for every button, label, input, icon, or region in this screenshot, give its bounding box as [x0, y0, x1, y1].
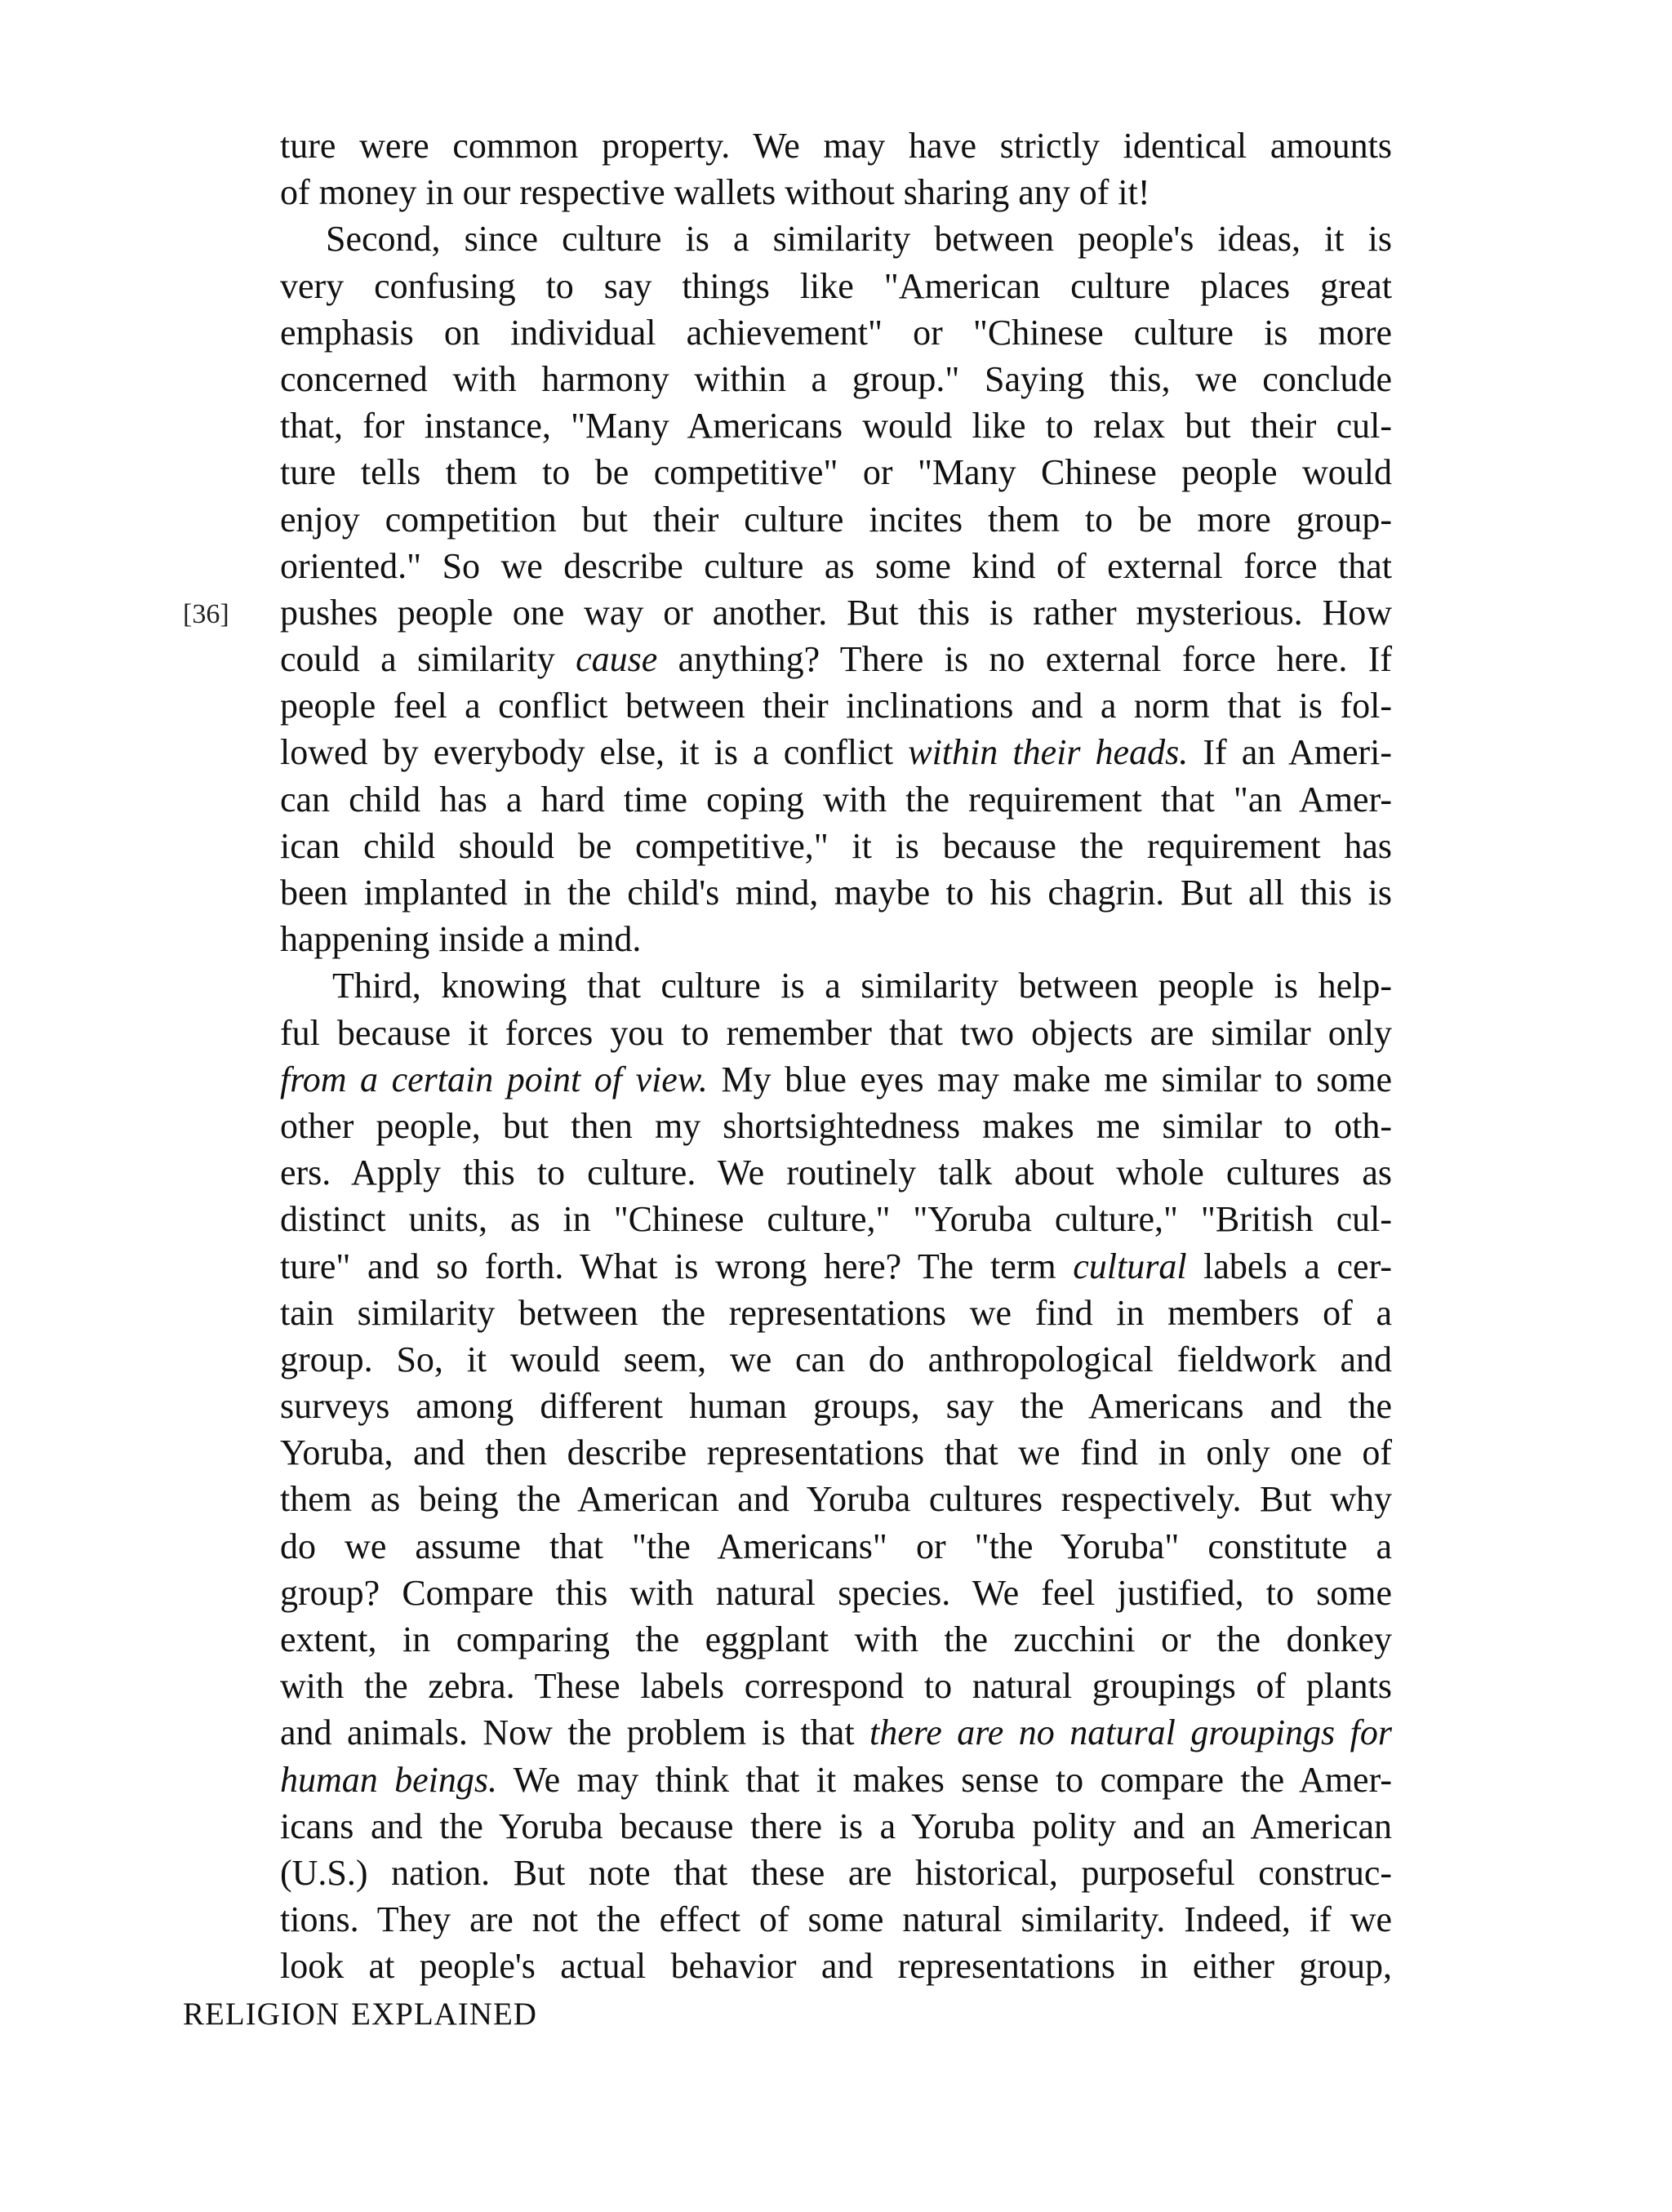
text-line: people feel a conflict between their inclinations and a norm that is fol-: [280, 686, 1392, 726]
text-line: ture tells them to be competitive" or "Many Chinese people would: [280, 452, 1392, 493]
text-line: [280, 636, 1392, 682]
text-line: ers. Apply this to culture. We routinely talk about whole cultures as: [280, 1153, 1392, 1193]
text-line: Third, knowing that culture is a similarity between people is help-: [332, 966, 1392, 1006]
text-line: concerned with harmony within a group." Saying this, we conclude: [280, 358, 1392, 399]
text-line: [280, 1709, 1392, 1756]
text-line: ture were common property. We may have strictly identical amounts: [280, 126, 1392, 166]
text-line: [280, 729, 1392, 775]
text-line: pushes people one way or another. But this is rather mysterious. How: [280, 592, 1392, 633]
text-line: been implanted in the child's mind, maybe to his chagrin. But all this is: [280, 873, 1392, 913]
italic-span: there are no natural groupings for: [869, 1712, 1392, 1753]
text-span: lowed by everybody else, it is a conflict: [280, 732, 909, 773]
text-line: do we assume that "the Americans" or "the Yoruba" constitute a: [280, 1526, 1392, 1566]
footer-title-word1: RELIGION: [183, 1997, 340, 2032]
body-text: [280, 122, 1392, 1990]
page-number-marker: [36]: [183, 599, 229, 629]
text-line: [280, 1056, 1392, 1103]
text-line: oriented." So we describe culture as some kind of external force that: [280, 545, 1392, 586]
text-span: If an Ameri-: [1188, 732, 1393, 773]
text-line: very confusing to say things like "American culture places great: [280, 265, 1392, 306]
text-line: [280, 1757, 1392, 1803]
text-line: with the zebra. These labels correspond to natural groupings of plants: [280, 1666, 1392, 1707]
running-footer: [183, 1996, 537, 2032]
text-line: tions. They are not the effect of some natural similarity. Indeed, if we: [280, 1899, 1392, 1940]
text-span: could a similarity: [280, 639, 576, 680]
text-line: ican child should be competitive," it is because the requirement has: [280, 825, 1392, 866]
text-line: Second, since culture is a similarity between people's ideas, it is: [326, 219, 1392, 260]
text-line: icans and the Yoruba because there is a Yoruba polity and an American: [280, 1806, 1392, 1846]
italic-span: within their heads.: [908, 732, 1189, 773]
text-line: extent, in comparing the eggplant with the zucchini or the donkey: [280, 1619, 1392, 1659]
text-line: tain similarity between the representations we find in members of a: [280, 1292, 1392, 1333]
text-line: look at people's actual behavior and representations in either group,: [280, 1946, 1392, 1987]
text-line: emphasis on individual achievement" or "Chinese culture is more: [280, 312, 1392, 353]
text-line: Yoruba, and then describe representations that we find in only one of: [280, 1432, 1392, 1473]
text-line: (U.S.) nation. But note that these are historical, purposeful construc-: [280, 1852, 1392, 1893]
text-line: of money in our respective wallets without sharing any of it!: [280, 172, 1150, 213]
text-span: and animals. Now the problem is that: [280, 1712, 870, 1753]
text-line: them as being the American and Yoruba cultures respectively. But why: [280, 1479, 1392, 1520]
text-line: [280, 1243, 1392, 1290]
footer-title-word2: EXPLAINED: [351, 1997, 537, 2032]
italic-span: cause: [576, 639, 658, 680]
italic-span: cultural: [1073, 1246, 1187, 1286]
italic-span: from a certain point of view.: [280, 1059, 708, 1099]
text-span: My blue eyes may make me similar to some: [707, 1059, 1392, 1099]
text-line: group. So, it would seem, we can do anthropological fieldwork and: [280, 1339, 1392, 1379]
text-line: ful because it forces you to remember that two objects are similar only: [280, 1012, 1392, 1053]
text-span: labels a cer-: [1186, 1246, 1392, 1286]
italic-span: human beings.: [280, 1759, 498, 1800]
text-line: that, for instance, "Many Americans would like to relax but their cul-: [280, 406, 1392, 446]
text-span: ture" and so forth. What is wrong here? The term: [280, 1246, 1074, 1286]
text-line: surveys among different human groups, say the Americans and the: [280, 1386, 1392, 1427]
text-span: anything? There is no external force here. If: [657, 639, 1393, 680]
text-line: enjoy competition but their culture incites them to be more group-: [280, 499, 1392, 540]
text-line: happening inside a mind.: [280, 919, 642, 960]
text-line: group? Compare this with natural species. We feel justified, to some: [280, 1572, 1392, 1613]
text-line: can child has a hard time coping with the requirement that "an Amer-: [280, 779, 1392, 820]
text-span: We may think that it makes sense to compare the Amer-: [497, 1759, 1392, 1800]
text-line: other people, but then my shortsightedness makes me similar to oth-: [280, 1105, 1392, 1146]
text-line: distinct units, as in "Chinese culture," "Yoruba culture," "British cul-: [280, 1199, 1392, 1240]
